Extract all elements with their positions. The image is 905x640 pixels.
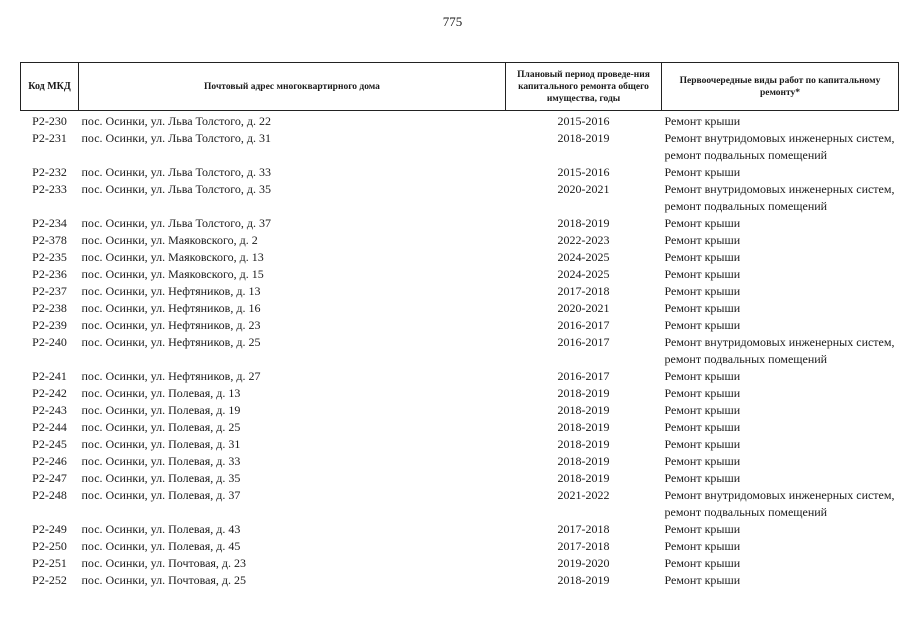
cell-code: Р2-238 <box>32 301 67 315</box>
table-row <box>21 130 899 164</box>
cell-works <box>662 368 899 385</box>
cell-address: пос. Осинки, ул. Льва Толстого, д. 33 <box>81 165 271 179</box>
table-row <box>21 555 899 572</box>
header-period: Плановый период проведе-ния капитального ремонта общего имущества, годы <box>506 63 662 111</box>
cell-period: 2017-2018 <box>557 539 610 553</box>
table-row <box>21 385 899 402</box>
cell-period: 2016-2017 <box>557 335 610 349</box>
cell-code: Р2-378 <box>32 233 67 247</box>
works-line: Ремонт крыши <box>664 369 741 383</box>
works-line: Ремонт крыши <box>664 165 741 179</box>
works-line: ремонт подвальных помещений <box>664 199 828 213</box>
cell-code: Р2-235 <box>32 250 67 264</box>
cell-period: 2018-2019 <box>557 454 610 468</box>
cell-code: Р2-248 <box>32 488 67 502</box>
cell-address: пос. Осинки, ул. Нефтяников, д. 25 <box>81 335 261 349</box>
table-row <box>21 215 899 232</box>
cell-works <box>662 538 899 555</box>
cell-code: Р2-249 <box>32 522 67 536</box>
cell-code: Р2-245 <box>32 437 67 451</box>
cell-code: Р2-240 <box>32 335 67 349</box>
cell-works <box>662 555 899 572</box>
cell-code: Р2-251 <box>32 556 67 570</box>
table-row <box>21 113 899 130</box>
table-row <box>21 232 899 249</box>
cell-period: 2024-2025 <box>557 267 610 281</box>
table-row <box>21 249 899 266</box>
table-row <box>21 487 899 521</box>
cell-period: 2020-2021 <box>557 301 610 315</box>
cell-address: пос. Осинки, ул. Льва Толстого, д. 31 <box>81 131 271 145</box>
table-row <box>21 419 899 436</box>
cell-address: пос. Осинки, ул. Полевая, д. 45 <box>81 539 241 553</box>
cell-code: Р2-250 <box>32 539 67 553</box>
cell-works <box>662 385 899 402</box>
cell-code: Р2-232 <box>32 165 67 179</box>
table-row <box>21 436 899 453</box>
cell-address: пос. Осинки, ул. Нефтяников, д. 16 <box>81 301 261 315</box>
cell-code: Р2-246 <box>32 454 67 468</box>
cell-code: Р2-241 <box>32 369 67 383</box>
cell-code: Р2-237 <box>32 284 67 298</box>
cell-code: Р2-239 <box>32 318 67 332</box>
cell-code: Р2-234 <box>32 216 67 230</box>
table-row <box>21 470 899 487</box>
works-line: Ремонт крыши <box>664 318 741 332</box>
cell-address: пос. Осинки, ул. Нефтяников, д. 27 <box>81 369 261 383</box>
cell-works <box>662 215 899 232</box>
cell-address: пос. Осинки, ул. Нефтяников, д. 23 <box>81 318 261 332</box>
cell-address: пос. Осинки, ул. Полевая, д. 31 <box>81 437 241 451</box>
cell-address: пос. Осинки, ул. Почтовая, д. 23 <box>81 556 247 570</box>
works-line: Ремонт внутридомовых инженерных систем, <box>664 182 895 196</box>
cell-works <box>662 283 899 300</box>
cell-works <box>662 402 899 419</box>
works-line: Ремонт внутридомовых инженерных систем, <box>664 335 895 349</box>
header-code: Код МКД <box>21 63 79 111</box>
header-works: Первоочередные виды работ по капитальному ремонту* <box>662 63 899 111</box>
table-body <box>21 111 899 590</box>
cell-period: 2018-2019 <box>557 403 610 417</box>
cell-code: Р2-230 <box>32 114 67 128</box>
cell-period: 2024-2025 <box>557 250 610 264</box>
cell-code: Р2-233 <box>32 182 67 196</box>
cell-works <box>662 164 899 181</box>
cell-works <box>662 181 899 215</box>
header-row <box>21 63 899 111</box>
cell-period: 2018-2019 <box>557 131 610 145</box>
table-row <box>21 334 899 368</box>
cell-address: пос. Осинки, ул. Почтовая, д. 25 <box>81 573 247 587</box>
works-line: Ремонт крыши <box>664 301 741 315</box>
cell-address: пос. Осинки, ул. Полевая, д. 37 <box>81 488 241 502</box>
cell-period: 2021-2022 <box>557 488 610 502</box>
works-line: Ремонт крыши <box>664 250 741 264</box>
cell-period: 2018-2019 <box>557 573 610 587</box>
cell-code: Р2-243 <box>32 403 67 417</box>
cell-code: Р2-242 <box>32 386 67 400</box>
cell-address: пос. Осинки, ул. Льва Толстого, д. 37 <box>81 216 271 230</box>
cell-works <box>662 436 899 453</box>
cell-works <box>662 317 899 334</box>
works-line: Ремонт крыши <box>664 386 741 400</box>
cell-period: 2018-2019 <box>557 420 610 434</box>
works-line: Ремонт крыши <box>664 216 741 230</box>
header-address: Почтовый адрес многоквартирного дома <box>79 63 506 111</box>
page-number: 775 <box>442 14 463 29</box>
cell-period: 2018-2019 <box>557 471 610 485</box>
cell-works <box>662 130 899 164</box>
capital-repair-table <box>20 62 899 589</box>
cell-period: 2018-2019 <box>557 437 610 451</box>
table-row <box>21 538 899 555</box>
table-row <box>21 521 899 538</box>
cell-works <box>662 334 899 368</box>
table-row <box>21 572 899 589</box>
table-row <box>21 283 899 300</box>
cell-address: пос. Осинки, ул. Полевая, д. 33 <box>81 454 241 468</box>
table-row <box>21 368 899 385</box>
cell-works <box>662 470 899 487</box>
cell-address: пос. Осинки, ул. Маяковского, д. 15 <box>81 267 264 281</box>
works-line: Ремонт крыши <box>664 403 741 417</box>
works-line: Ремонт крыши <box>664 267 741 281</box>
cell-works <box>662 453 899 470</box>
works-line: Ремонт крыши <box>664 420 741 434</box>
table-row <box>21 181 899 215</box>
cell-address: пос. Осинки, ул. Нефтяников, д. 13 <box>81 284 261 298</box>
works-line: Ремонт крыши <box>664 284 741 298</box>
cell-period: 2020-2021 <box>557 182 610 196</box>
cell-code: Р2-236 <box>32 267 67 281</box>
works-line: Ремонт крыши <box>664 522 741 536</box>
cell-address: пос. Осинки, ул. Полевая, д. 19 <box>81 403 241 417</box>
cell-address: пос. Осинки, ул. Маяковского, д. 13 <box>81 250 264 264</box>
cell-period: 2016-2017 <box>557 369 610 383</box>
cell-period: 2017-2018 <box>557 284 610 298</box>
table-row <box>21 317 899 334</box>
cell-code: Р2-244 <box>32 420 67 434</box>
cell-period: 2015-2016 <box>557 165 610 179</box>
works-line: Ремонт крыши <box>664 454 741 468</box>
works-line: Ремонт крыши <box>664 437 741 451</box>
cell-address: пос. Осинки, ул. Полевая, д. 43 <box>81 522 241 536</box>
cell-period: 2015-2016 <box>557 114 610 128</box>
table-header <box>21 63 899 111</box>
works-line: Ремонт внутридомовых инженерных систем, <box>664 131 895 145</box>
cell-works <box>662 487 899 521</box>
cell-address: пос. Осинки, ул. Полевая, д. 35 <box>81 471 241 485</box>
works-line: Ремонт крыши <box>664 539 741 553</box>
cell-address: пос. Осинки, ул. Льва Толстого, д. 35 <box>81 182 271 196</box>
cell-works <box>662 266 899 283</box>
cell-works <box>662 419 899 436</box>
works-line: Ремонт внутридомовых инженерных систем, <box>664 488 895 502</box>
cell-period: 2017-2018 <box>557 522 610 536</box>
cell-period: 2018-2019 <box>557 216 610 230</box>
table-row <box>21 453 899 470</box>
table-row <box>21 164 899 181</box>
works-line: Ремонт крыши <box>664 556 741 570</box>
cell-code: Р2-252 <box>32 573 67 587</box>
cell-address: пос. Осинки, ул. Полевая, д. 25 <box>81 420 241 434</box>
cell-works <box>662 113 899 130</box>
table-row <box>21 300 899 317</box>
cell-period: 2019-2020 <box>557 556 610 570</box>
works-line: ремонт подвальных помещений <box>664 505 828 519</box>
cell-works <box>662 572 899 589</box>
table-row <box>21 402 899 419</box>
cell-period: 2022-2023 <box>557 233 610 247</box>
cell-period: 2018-2019 <box>557 386 610 400</box>
works-line: ремонт подвальных помещений <box>664 352 828 366</box>
works-line: ремонт подвальных помещений <box>664 148 828 162</box>
cell-address: пос. Осинки, ул. Полевая, д. 13 <box>81 386 241 400</box>
table-row <box>21 266 899 283</box>
works-line: Ремонт крыши <box>664 471 741 485</box>
cell-address: пос. Осинки, ул. Льва Толстого, д. 22 <box>81 114 271 128</box>
cell-period: 2016-2017 <box>557 318 610 332</box>
cell-works <box>662 521 899 538</box>
cell-works <box>662 249 899 266</box>
works-line: Ремонт крыши <box>664 573 741 587</box>
cell-code: Р2-247 <box>32 471 67 485</box>
cell-address: пос. Осинки, ул. Маяковского, д. 2 <box>81 233 258 247</box>
cell-code: Р2-231 <box>32 131 67 145</box>
works-line: Ремонт крыши <box>664 233 741 247</box>
cell-works <box>662 300 899 317</box>
cell-works <box>662 232 899 249</box>
works-line: Ремонт крыши <box>664 114 741 128</box>
